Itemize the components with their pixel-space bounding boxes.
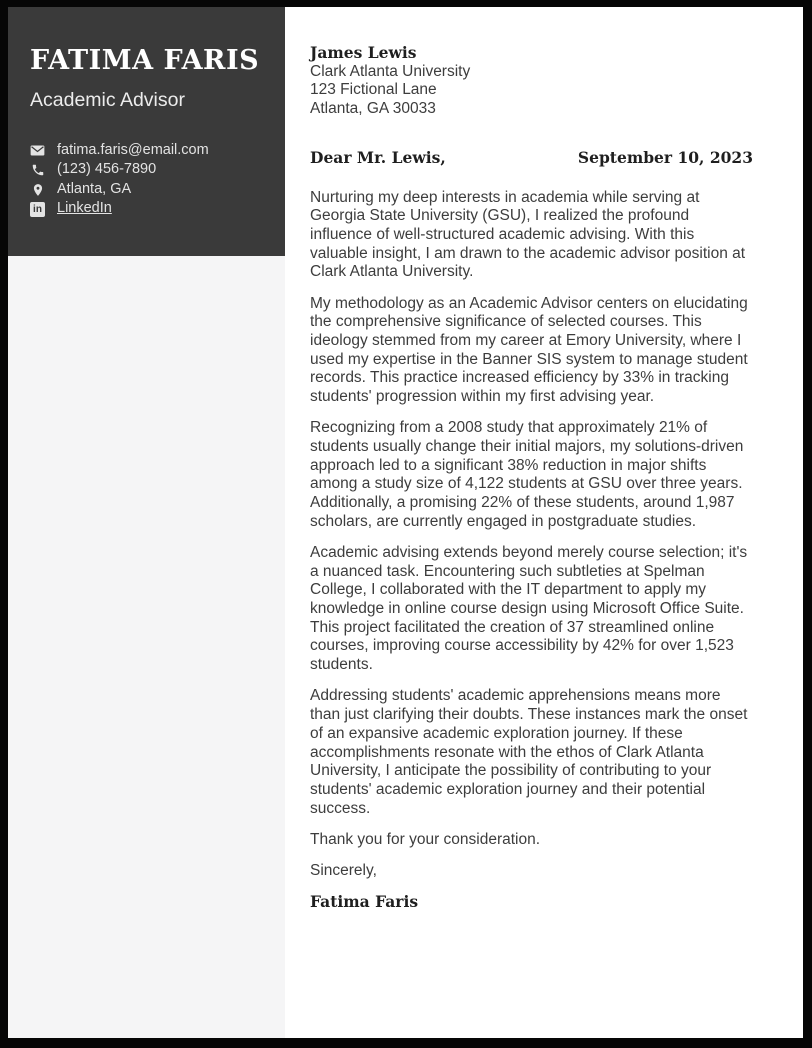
contact-list bbox=[30, 141, 267, 219]
linkedin-link[interactable]: LinkedIn bbox=[57, 200, 112, 217]
recipient-address-line2: Atlanta, GA 30033 bbox=[310, 100, 436, 118]
salutation: Dear Mr. Lewis, bbox=[310, 147, 446, 167]
contact-location-row bbox=[30, 180, 267, 200]
thanks-line: Thank you for your consideration. bbox=[310, 830, 541, 848]
letter-paragraph-4: Academic advising extends beyond merely course selection; it's a nuanced task. Encountering such subtleties at Spelman College, I collaborated with the IT department to apply my knowledge in online course design using Microsoft Office Suite. This project facilitated the creation of 37 streamlined online courses, improving course accessibility by 42% for over 1,523 students. bbox=[310, 543, 748, 674]
sidebar bbox=[8, 7, 285, 1038]
cover-letter-body bbox=[285, 7, 803, 1038]
candidate-job-title: Academic Advisor bbox=[30, 89, 185, 112]
signature: Fatima Faris bbox=[310, 892, 419, 912]
contact-phone-text: (123) 456-7890 bbox=[57, 161, 157, 178]
letter-paragraph-1: Nurturing my deep interests in academia while serving at Georgia State University (GSU), I realized the profound influence of well-structured academic advising. With this valuable insight, I am drawn to the academic advisor position at Clark Atlanta University. bbox=[310, 188, 746, 281]
recipient-block bbox=[310, 44, 753, 119]
letter-paragraph-5: Addressing students' academic apprehensions means more than just clarifying their doubts. These instances mark the onset of an expansive academic exploration journey. If these accomplishments resonate with the ethos of Clark Atlanta University, I anticipate the possibility of contributing to your students' academic exploration journey and their potential success. bbox=[310, 687, 748, 817]
closing-line: Sincerely, bbox=[310, 862, 377, 880]
contact-email-row bbox=[30, 141, 267, 161]
candidate-name: FATIMA FARIS bbox=[30, 45, 260, 76]
salutation-row bbox=[310, 149, 753, 168]
contact-phone-row bbox=[30, 160, 267, 180]
sidebar-header bbox=[8, 7, 285, 256]
recipient-name: James Lewis bbox=[310, 43, 417, 62]
document-sheet bbox=[8, 7, 803, 1038]
location-pin-icon bbox=[30, 182, 45, 197]
contact-location-text: Atlanta, GA bbox=[57, 180, 132, 197]
letter-date: September 10, 2023 bbox=[577, 147, 753, 167]
recipient-org: Clark Atlanta University bbox=[310, 62, 471, 80]
envelope-icon bbox=[30, 143, 45, 158]
letter-paragraph-3: Recognizing from a 2008 study that approximately 21% of students usually change their initial majors, my solutions-driven approach led to a significant 38% reduction in major shifts among a study size of 4,122 students at GSU over three years. Additionally, a promising 22% of these students, around 1,987 scholars, are currently engaged in postgraduate studies. bbox=[310, 419, 744, 530]
contact-email-text: fatima.faris@email.com bbox=[57, 141, 209, 158]
recipient-address-line1: 123 Fictional Lane bbox=[310, 81, 437, 99]
linkedin-icon: in bbox=[30, 202, 45, 217]
contact-linkedin-row bbox=[30, 199, 267, 219]
phone-icon bbox=[30, 163, 45, 178]
letter-paragraph-2: My methodology as an Academic Advisor centers on elucidating the comprehensive significance of selected courses. This ideology stemmed from my career at Emory University, where I used my expertise in the Banner SIS system to manage student records. This practice increased efficiency by 33% in tracking students' progression within my first advising year. bbox=[310, 294, 748, 406]
